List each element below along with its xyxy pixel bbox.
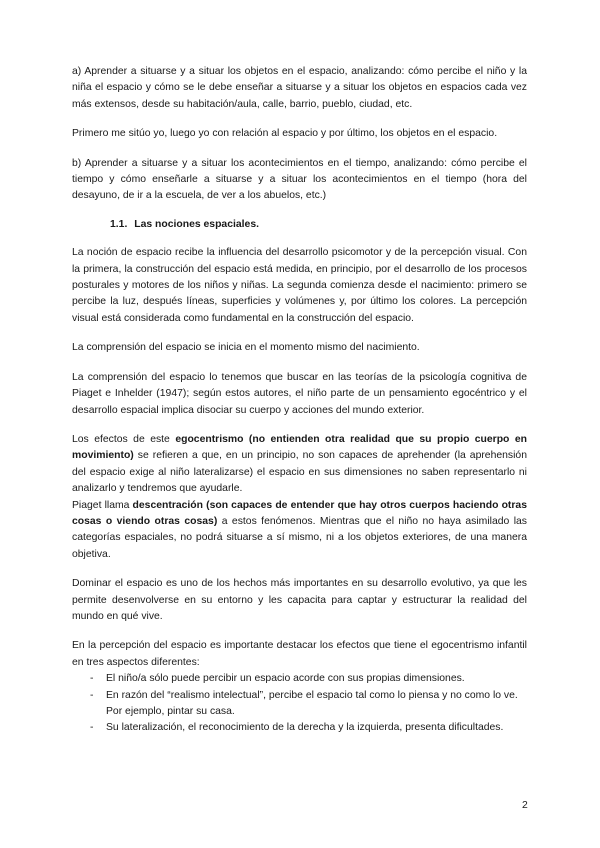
paragraph-egocentrism — [72, 432, 527, 498]
egocentrism-bold: egocentrismo (no entienden otra realidad que su propio cuerpo en movimiento) — [72, 433, 527, 462]
decentration-bold: descentración (son capaces de entender que hay otros cuerpos haciendo otras cosas o viendo otras cosas) — [72, 499, 527, 527]
decentration-text-start: Piaget llama — [72, 499, 133, 511]
egocentrism-text-end: se refieren a que, en un principio, no son capaces de aprehender (la aprehensión del espacio exige al niño lateralizarse) el espacio en sus dimensiones no saben representarlo ni analizarlo y tendremos que ayudarle. — [72, 450, 527, 495]
paragraph-space-objective: a) Aprender a situarse y a situar los objetos en el espacio, analizando: cómo percibe el niño y la niña el espacio y cómo se le debe enseñar a situarse y a situar los objetos en espacios cada vez más extensos, desde su habitación/aula, calle, barrio, pueblo, ciudad, etc. — [72, 66, 527, 110]
paragraph-time-objective: b) Aprender a situarse y a situar los acontecimientos en el tiempo, analizando: cómo percibe el tiempo y cómo enseñarle a situarse y a situar los acontecimientos en el tiempo (hora del desayuno, de ir a la escuela, de ver a los abuelos, etc.) — [72, 157, 527, 202]
section-number: 1.1. — [110, 218, 128, 230]
page-content — [72, 64, 527, 737]
list-item — [72, 688, 527, 721]
paragraph-space-notion: La noción de espacio recibe la influencia del desarrollo psicomotor y de la percepción visual. Con la primera, la construcción del espacio está medida, en principio, por el desarrollo de los procesos posturales y motores de los niños y niñas. La segunda comienza desde el nacimiento: primero se percibe la luz, después líneas, superficies y volúmenes y, por último los colores. La percepción visual está considerada como fundamental en la construcción del espacio. — [72, 247, 527, 324]
list-item-example: Por ejemplo, pintar su casa. — [106, 706, 235, 717]
page-number: 2 — [522, 800, 528, 811]
list-item: - El niño/a sólo puede percibir un espacio acorde con sus propias dimensiones. — [72, 671, 527, 687]
list-item-text: En razón del “realismo intelectual”, percibe el espacio tal como lo piensa y no como lo ve. — [106, 689, 518, 701]
paragraph-situate-order: Primero me sitúo yo, luego yo con relación al espacio y por último, los objetos en el espacio. — [72, 128, 498, 140]
decentration-text-end: a estos fenómenos. Mientras que el niño no haya asimilado las categorías espaciales, no podrá situarse a sí mismo, ni a los objetos exteriores, de una manera objetiva. — [72, 515, 527, 560]
list-item: - Su lateralización, el reconocimiento de la derecha y la izquierda, presenta dificultades. — [72, 720, 527, 736]
paragraph-space-birth: La comprensión del espacio se inicia en el momento mismo del nacimiento. — [72, 342, 420, 354]
paragraph-piaget-theory: La comprensión del espacio lo tenemos que buscar en las teorías de la psicología cognitiva de Piaget e Inhelder (1947); según estos autores, el niño parte de un pensamiento egocéntrico y el desarrollo espacial implica disociar su cuerpo y acciones del mundo exterior. — [72, 371, 527, 416]
paragraph-perception-effects: En la percepción del espacio es importante destacar los efectos que tiene el egocentrismo infantil en tres aspectos diferentes: — [72, 640, 527, 668]
section-heading — [110, 217, 527, 233]
egocentrism-effects-list — [72, 671, 527, 737]
section-title: Las nociones espaciales. — [134, 218, 259, 230]
paragraph-dominate-space: Dominar el espacio es uno de los hechos más importantes en su desarrollo evolutivo, ya que les permite desenvolverse en su entorno y les capacita para captar y estructurar la realidad del mundo en qué vive. — [72, 578, 527, 622]
paragraph-decentration — [72, 498, 527, 564]
egocentrism-text-start: Los efectos de este — [72, 433, 176, 445]
